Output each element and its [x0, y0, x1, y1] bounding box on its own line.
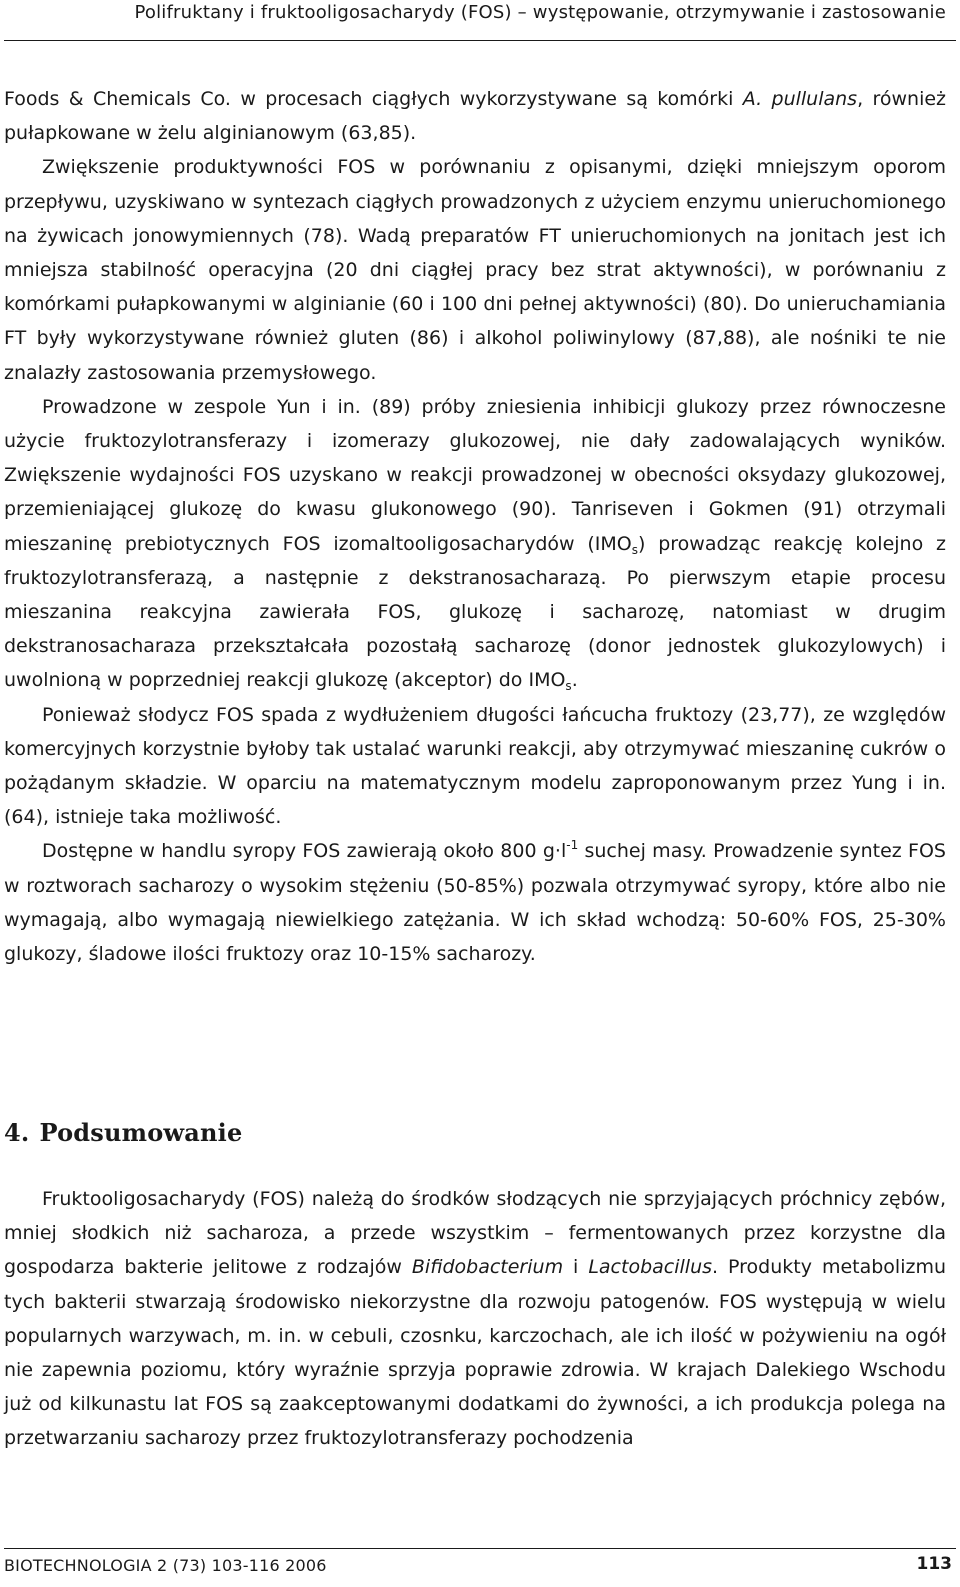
p3-text-2: ) prowadząc reakcję kolejno z fruktozylotransferazą, a następnie z dekstranosacharazą. Po pierwszym etapie procesu mieszanina reakcyjna zawierała FOS, glukozę i sacharozę, natomiast w drugim dekstranosacharaza przekształcała pozostałą sacharozę (donor jednostek glukozylowych) i uwolnioną w poprzedniej reakcji glukozę (akceptor) do IMO	[4, 532, 946, 692]
s1-italic-genus-2: Lactobacillus	[588, 1256, 713, 1279]
section-number: 4.	[4, 1118, 30, 1147]
p5-text-2: suchej masy. Prowadzenie syntez FOS w roztworach sacharozy o wysokim stężeniu (50-85%) pozwala otrzymywać syropy, które albo nie wymagają, albo wymagają niewielkiego zatężania. W ich skład wchodzą: 50-60% FOS, 25-30% glukozy, śladowe ilości fruktozy oraz 10-15% sacharozy.	[4, 840, 946, 966]
s1-text-2: i	[563, 1256, 589, 1279]
p2-text-1: Zwiększenie produktywności FOS w porównaniu z opisanymi, dzięki mniejszym oporom przepływu, uzyskiwano w syntezach ciągłych prowadzonych z użyciem enzymu unieruchomionego na żywicach jonowymiennych (78). Wadą preparatów FT unieruchomionych na jonitach jest ich mniejsza stabilność operacyjna (20 dni ciągłej pracy bez strat aktywności), w porównaniu z komórkami pułapkowanymi w alginianie (60 i 100 dni pełnej aktywności) (80). Do unieruchamiania FT były wykorzystywane również gluten (86) i alkohol poliwinylowy (87,88), ale nośniki te nie znalazły zastosowania przemysłowego.	[4, 156, 946, 384]
p3-subscript-1: s	[631, 542, 639, 557]
footer-rule	[4, 1548, 956, 1549]
header-rule	[4, 40, 956, 41]
paragraph-5	[4, 834, 946, 971]
page-number: 113	[916, 1554, 952, 1574]
p3-subscript-2: s	[565, 679, 572, 694]
paragraph-2	[4, 150, 946, 389]
paragraph-1	[4, 82, 946, 150]
p1-text-1: Foods & Chemicals Co. w procesach ciągłych wykorzystywane są komórki	[4, 88, 743, 110]
p5-superscript-1: -1	[566, 838, 579, 853]
p4-text-1: Ponieważ słodycz FOS spada z wydłużeniem długości łańcucha fruktozy (23,77), ze względów komercyjnych korzystnie byłoby tak ustalać warunki reakcji, aby otrzymywać mieszaninę cukrów o pożądanym składzie. W oparciu na matematycznym modelu zaproponowanym przez Yung i in. (64), istnieje taka możliwość.	[4, 703, 946, 829]
body-text-main	[4, 82, 946, 971]
section-heading	[4, 1118, 242, 1147]
section-title: Podsumowanie	[39, 1118, 243, 1147]
p3-text-1: Prowadzone w zespole Yun i in. (89) próby zniesienia inhibicji glukozy przez równoczesne użycie fruktozylotransferazy i izomerazy glukozowej, nie dały zadowalających wyników. Zwiększenie wydajności FOS uzyskano w reakcji prowadzonej w obecności oksydazy glukozowej, przemieniającej glukozę do kwasu glukonowego (90). Tanriseven i Gokmen (91) otrzymali mieszaninę prebiotycznych FOS izomaltooligosacharydów (IMO	[4, 395, 946, 555]
p1-italic-species: A. pullulans	[742, 88, 858, 110]
p1-text-2: , również pułapkowane w żelu alginianowym (63,85).	[4, 88, 947, 145]
s1-text-1: Fruktooligosacharydy (FOS) należą do środków słodzących nie sprzyjających próchnicy zębów, mniej słodkich niż sacharoza, a przede wszystkim – fermentowanych przez korzystne dla gospodarza bakterie jelitowe z rodzajów	[4, 1188, 946, 1279]
journal-citation: BIOTECHNOLOGIA 2 (73) 103-116 2006	[4, 1556, 327, 1575]
s1-italic-genus-1: Bifidobacterium	[411, 1256, 564, 1279]
s1-text-3: . Produkty metabolizmu tych bakterii stwarzają środowisko niekorzystne dla rozwoju patogenów. FOS występują w wielu popularnych warzywach, m. in. w cebuli, czosnku, karczochach, ale ich ilość w pożywieniu na ogół nie zapewnia poziomu, który wyraźnie sprzyja poprawie zdrowia. W krajach Dalekiego Wschodu już od kilkunastu lat FOS są zaakceptowanymi dodatkami do żywności, a ich produkcja polega na przetwarzaniu sacharozy przez fruktozylotransferazy pochodzenia	[4, 1256, 947, 1450]
p3-text-3: .	[571, 669, 578, 692]
running-header: Polifruktany i fruktooligosacharydy (FOS) – występowanie, otrzymywanie i zastosowanie	[134, 2, 946, 23]
paragraph-3	[4, 390, 946, 698]
body-text-summary	[4, 1182, 946, 1456]
p5-text-1: Dostępne w handlu syropy FOS zawierają około 800 g·l	[42, 840, 567, 863]
summary-paragraph-1	[4, 1182, 946, 1456]
paragraph-4	[4, 698, 946, 835]
